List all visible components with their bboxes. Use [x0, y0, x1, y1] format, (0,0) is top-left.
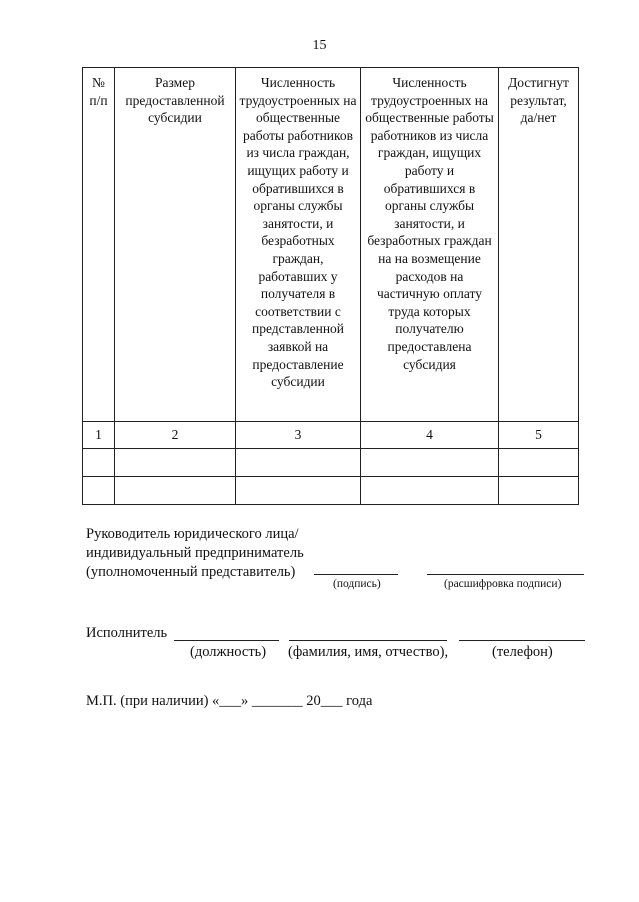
- header-number: № п/п: [83, 68, 115, 422]
- header-employed-per-application: Численность трудоустроенных на общественные работы работников из числа граждан, ищущих работу и обратившихся в органы службы занятости, и безработных граждан, работавших у получателя в соответствии с представленной заявкой на предоставление субсидии: [236, 68, 361, 422]
- stamp-date-line: М.П. (при наличии) «___» _______ 20___ года: [86, 693, 373, 709]
- table-cell[interactable]: [499, 449, 579, 477]
- column-number: 1: [83, 422, 115, 449]
- table-cell[interactable]: [83, 449, 115, 477]
- head-title-line1: Руководитель юридического лица/: [86, 526, 299, 542]
- table-row: [83, 449, 579, 477]
- phone-line[interactable]: [459, 640, 585, 641]
- table-cell[interactable]: [115, 449, 236, 477]
- page-number: 15: [312, 38, 327, 53]
- table-header-row: [83, 68, 579, 422]
- fullname-line[interactable]: [289, 640, 447, 641]
- position-line[interactable]: [174, 640, 279, 641]
- head-signature-block: [86, 525, 304, 582]
- executor-label: Исполнитель: [86, 625, 168, 641]
- head-title-line2: индивидуальный предприниматель: [86, 545, 304, 561]
- head-title-line3: (уполномоченный представитель): [86, 564, 296, 580]
- header-employed-compensated: Численность трудоустроенных на общественные работы работников из числа граждан, ищущих работу и обратившихся в органы службы занятости, и безработных граждан на на возмещение расходов на частичную оплату труда которых получателю предоставлена субсидия: [361, 68, 499, 422]
- caption-position: (должность): [190, 644, 267, 660]
- caption-phone: (телефон): [492, 644, 553, 660]
- table-cell[interactable]: [499, 477, 579, 505]
- table-cell[interactable]: [236, 477, 361, 505]
- header-subsidy-size: Размер предоставленной субсидии: [115, 68, 236, 422]
- column-number: 5: [499, 422, 579, 449]
- column-number: 2: [115, 422, 236, 449]
- caption-signature: (подпись): [333, 578, 381, 590]
- table-cell[interactable]: [83, 477, 115, 505]
- table-cell[interactable]: [115, 477, 236, 505]
- report-table: [82, 67, 579, 505]
- header-result-achieved: Достигнут результат, да/нет: [499, 68, 579, 422]
- column-numbers-row: [83, 422, 579, 449]
- caption-fullname: (фамилия, имя, отчество),: [288, 644, 449, 660]
- table-cell[interactable]: [236, 449, 361, 477]
- table-row: [83, 477, 579, 505]
- column-number: 4: [361, 422, 499, 449]
- signature-decoding-line[interactable]: [427, 574, 584, 575]
- table-cell[interactable]: [361, 449, 499, 477]
- column-number: 3: [236, 422, 361, 449]
- table-cell[interactable]: [361, 477, 499, 505]
- signature-line[interactable]: [314, 574, 398, 575]
- caption-signature-decoding: (расшифровка подписи): [444, 578, 562, 590]
